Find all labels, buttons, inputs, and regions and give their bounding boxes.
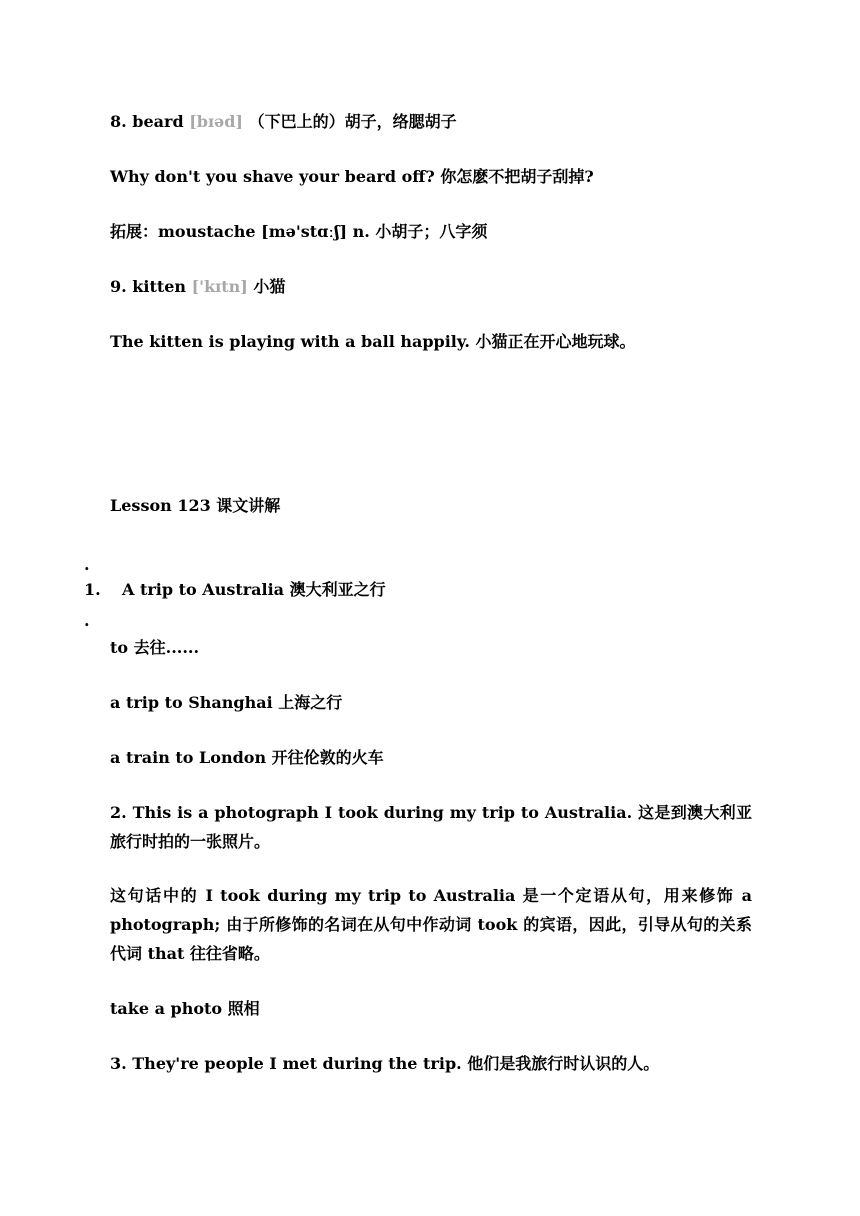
vocab-word: 拓展：moustache — [110, 222, 256, 241]
grammar-note: 这句话中的 I took during my trip to Australia 是一个定语从句，用来修饰 a photograph; 由于所修饰的名词在从句中作动词 took 的宾语，因此，引导从句的关系代词 that 往往省略。 — [110, 886, 752, 963]
note-to: to 去往...... — [110, 638, 200, 657]
vocab-meaning: n. 小胡子；八字须 — [352, 222, 488, 241]
lesson-heading: Lesson 123 课文讲解 — [110, 496, 281, 515]
sentence-3: 3. They're people I met during the trip. 他们是我旅行时认识的人。 — [110, 1054, 660, 1073]
vocab-word: 8. beard — [110, 112, 184, 131]
bullet-dot: . — [84, 555, 90, 574]
phonetic: [mə'stɑːʃ] — [261, 222, 348, 241]
example-sentence-beard: Why don't you shave your beard off? 你怎麽不把胡子刮掉? — [110, 167, 594, 186]
example-train: a train to London 开往伦敦的火车 — [110, 748, 384, 767]
phonetic: [bɪəd] — [189, 112, 243, 131]
phonetic: ['kɪtn] — [191, 277, 248, 296]
vocab-beard — [110, 107, 752, 136]
example-sentence-kitten: The kitten is playing with a ball happily. 小猫正在开心地玩球。 — [110, 332, 636, 351]
vocab-word: 9. kitten — [110, 277, 187, 296]
bullet-dot: . — [84, 611, 90, 630]
phrase-take-photo: take a photo 照相 — [110, 999, 260, 1018]
sentence-2: 2. This is a photograph I took during my trip to Australia. 这是到澳大利亚旅行时拍的一张照片。 — [110, 803, 752, 851]
example-trip: a trip to Shanghai 上海之行 — [110, 693, 343, 712]
vocab-extension-moustache — [110, 217, 752, 246]
list-item-trip: A trip to Australia 澳大利亚之行 — [122, 580, 386, 599]
vocab-meaning: （下巴上的）胡子，络腮胡子 — [248, 112, 457, 131]
vocab-meaning: 小猫 — [253, 277, 286, 296]
vocab-kitten — [110, 272, 752, 301]
list-number: 1. — [84, 580, 101, 599]
